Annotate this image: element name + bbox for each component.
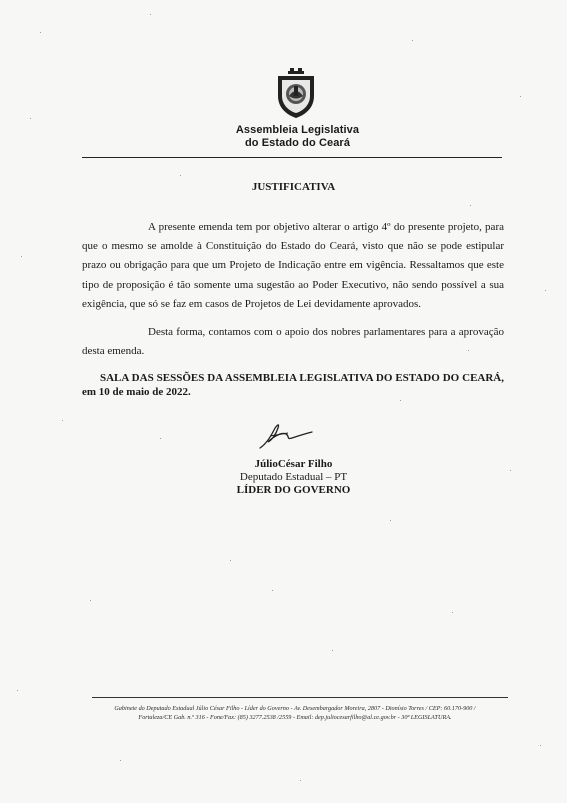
footer-line-2: Fortaleza/CE Gab. n.º 316 - Fone/Fax: (85) 3277.2538 /2559 - Email: dep.juliocesarfilho@al.ce.gov.br - 30ª LEGISLATURA. (138, 714, 452, 721)
org-name-line2: do Estado do Ceará (244, 137, 351, 149)
footer-line-1: Gabinete do Deputado Estadual Júlio César Filho - Líder do Governo - Av. Desembargador Moreira, 2807 - Dionísio Torres / CEP: 60.170-900 / (114, 705, 476, 712)
header-divider (82, 157, 502, 158)
signatory-name: JúlioCésar Filho (254, 458, 333, 470)
closing-text: SALA DAS SESSÕES DA ASSEMBLEIA LEGISLATIVA DO ESTADO DO CEARÁ, em 10 de maio de 2022. (82, 372, 504, 398)
handwritten-signature (256, 418, 316, 452)
paragraph-1-text: A presente emenda tem por objetivo alterar o artigo 4º do presente projeto, para que o mesmo se amolde à Constituição do Estado do Ceará, visto que não se pode estipular prazo ou obrigação para que um Projeto de Indicação entre em vigência. Ressaltamos que este tipo de proposição é tão somente uma sugestão ao Poder Executivo, não sendo possível a sua exigência, que só se faz em casos de Projetos de Lei devidamente aprovados. (82, 221, 504, 310)
signatory-role: Deputado Estadual – PT (239, 471, 348, 483)
footer-divider (92, 697, 508, 698)
body-paragraph-2 (82, 323, 504, 361)
body-paragraph-1 (82, 218, 504, 314)
signatory-title: LÍDER DO GOVERNO (236, 484, 351, 496)
document-heading: JUSTIFICATIVA (251, 181, 336, 193)
paragraph-2-text: Desta forma, contamos com o apoio dos nobres parlamentares para a aprovação desta emenda. (82, 326, 504, 358)
closing-statement (82, 372, 504, 399)
state-coat-of-arms-icon (272, 66, 320, 120)
org-name-line1: Assembleia Legislativa (235, 124, 360, 136)
